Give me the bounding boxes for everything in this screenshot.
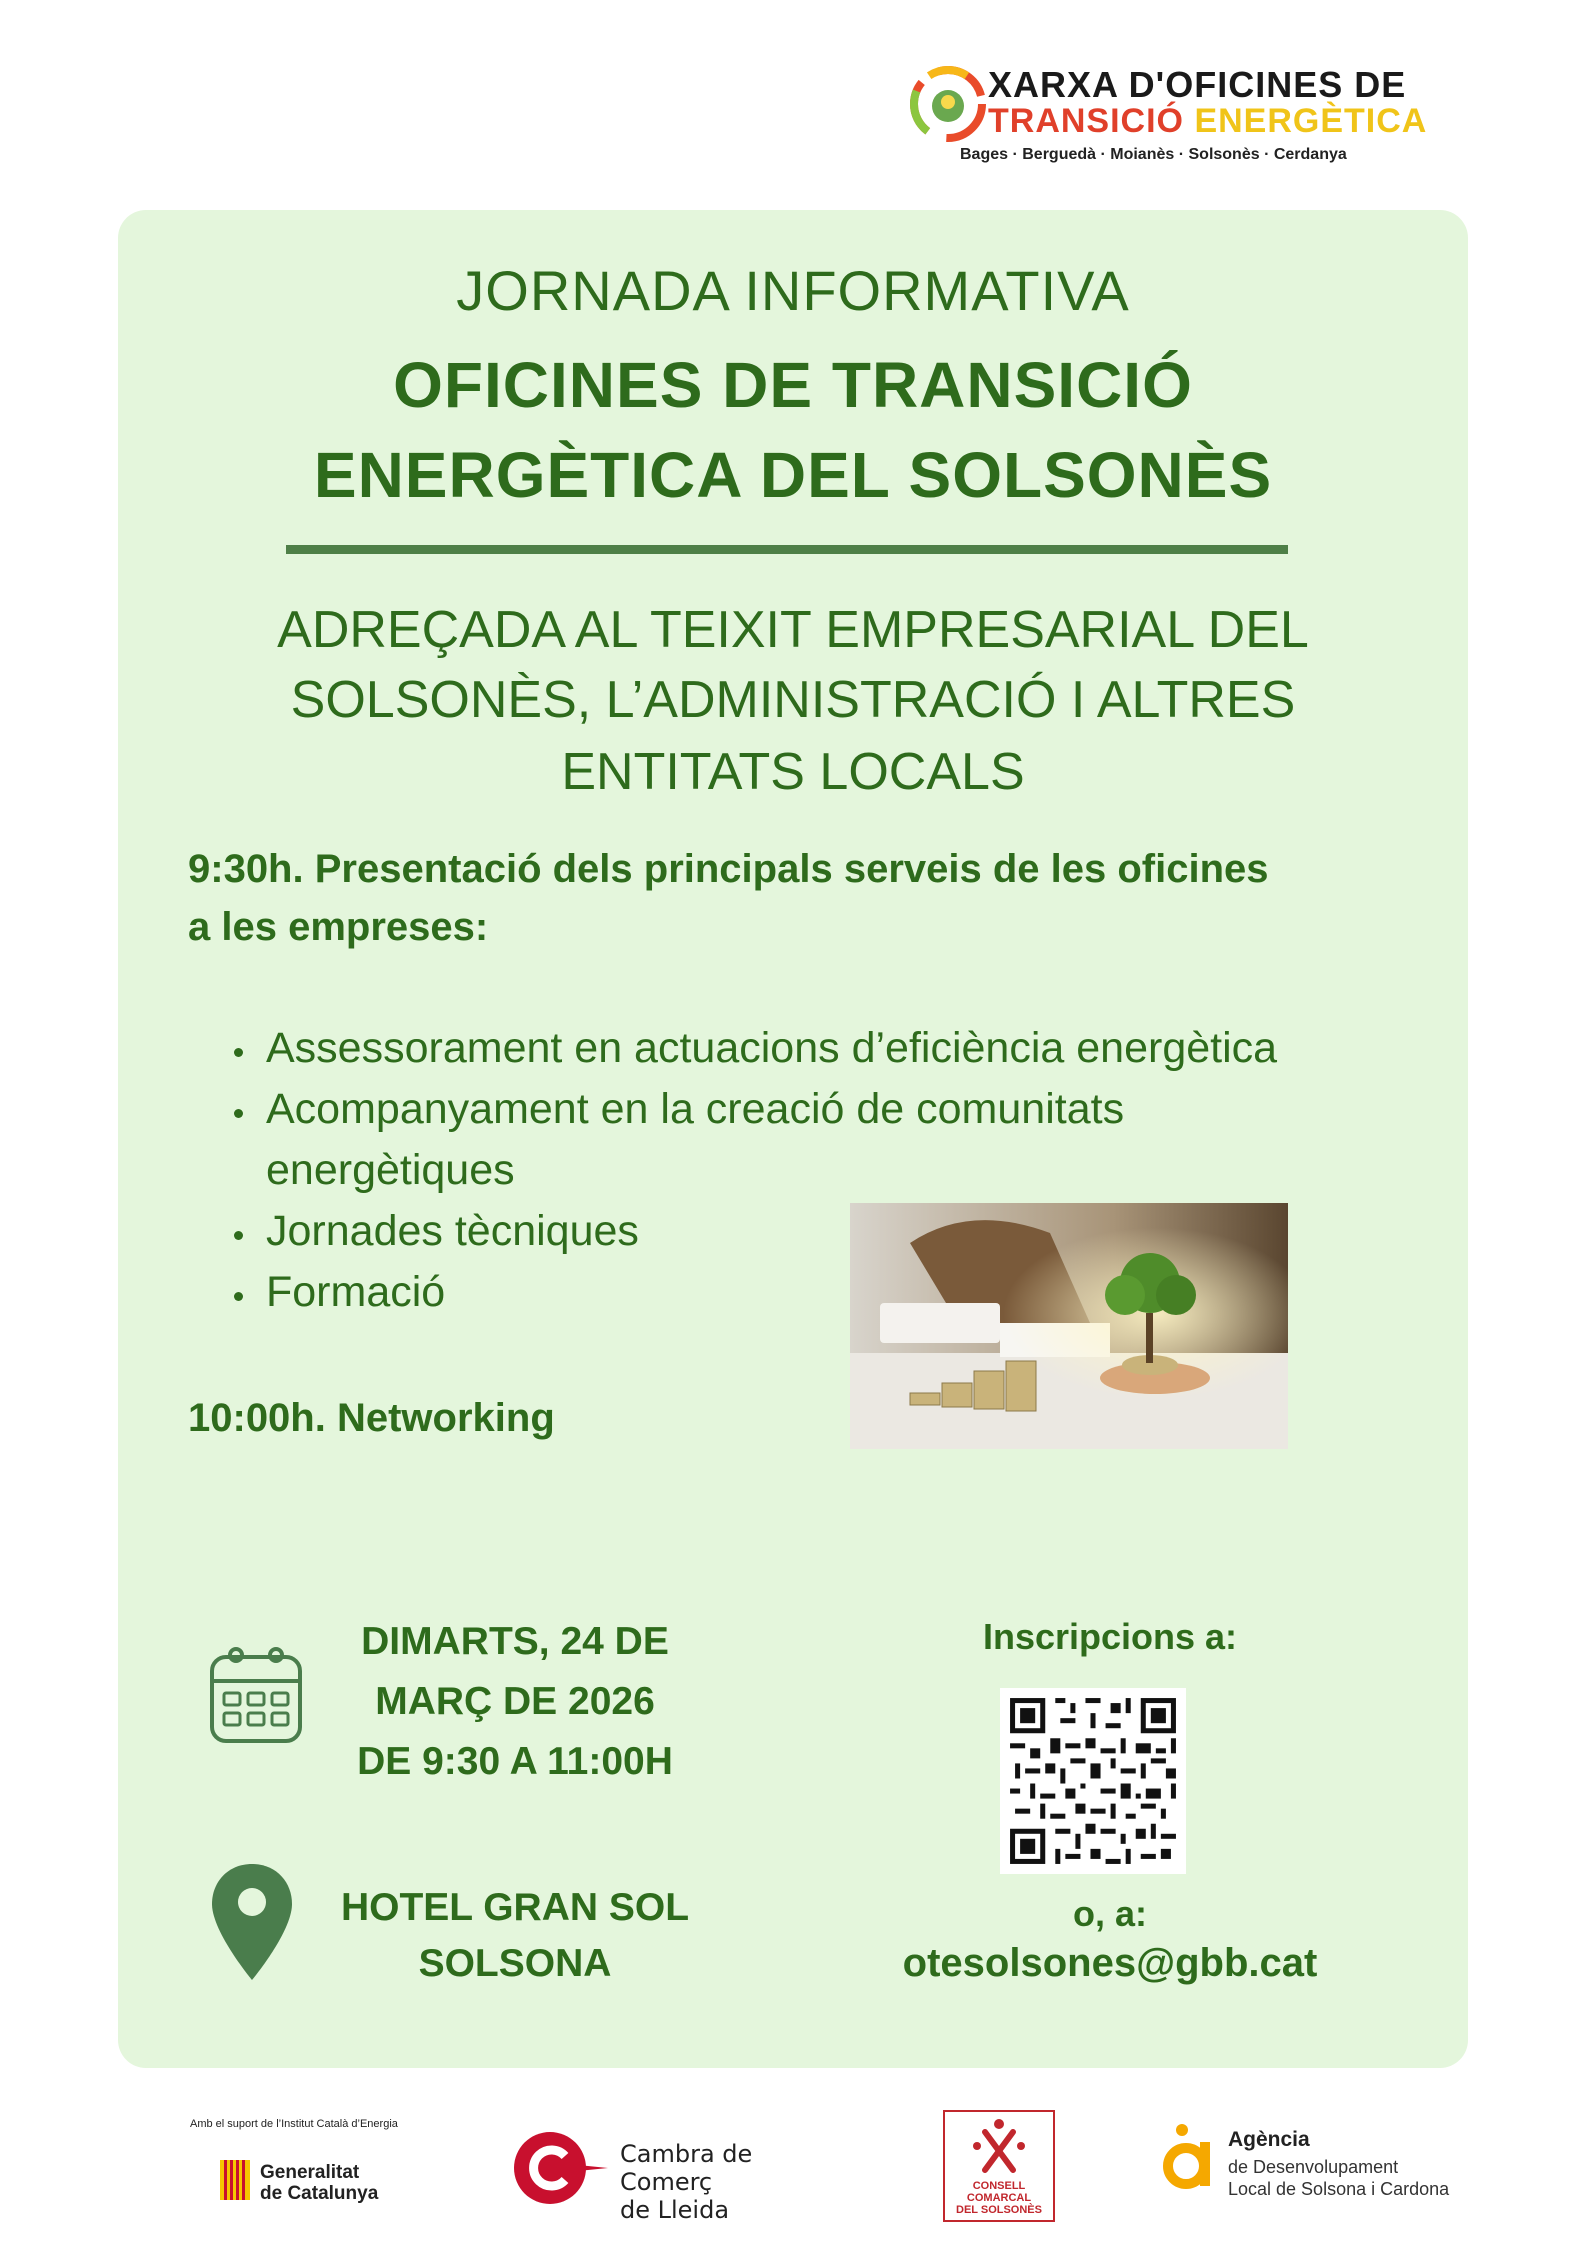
registration-qr-code[interactable] — [1000, 1688, 1186, 1874]
agencia-desenvolupament-logo — [1160, 2122, 1460, 2212]
registration-label: Inscripcions a: — [982, 1616, 1238, 1657]
support-note: Amb el suport de l’Institut Català d’Energia — [190, 2118, 398, 2130]
session-heading — [188, 840, 1438, 956]
event-title-line1: OFICINES DE TRANSICIÓ — [393, 349, 1193, 421]
service-item: Assessorament en actuacions d’eficiència energètica — [232, 1018, 1432, 1079]
network-logo — [910, 62, 1428, 172]
registration-or: o, a: — [1072, 1893, 1147, 1934]
event-time: DE 9:30 A 11:00H — [357, 1740, 673, 1783]
network-title-line2: TRANSICIÓ ENERGÈTICA — [988, 102, 1428, 140]
energy-transition-logo-icon — [910, 66, 986, 142]
audience-line2: SOLSONÈS, L’ADMINISTRACIÓ I ALTRES — [290, 671, 1296, 729]
event-title-line2: ENERGÈTICA DEL SOLSONÈS — [313, 439, 1273, 511]
event-location-line2: SOLSONA — [418, 1942, 612, 1985]
service-item: Formació — [232, 1262, 1432, 1323]
consell-emblem-icon — [945, 2112, 1053, 2182]
networking-time: 10:00h. Networking — [188, 1396, 555, 1440]
audience-line3: ENTITATS LOCALS — [561, 743, 1025, 801]
network-title-line1: XARXA D'OFICINES DE — [988, 64, 1407, 105]
agencia-emblem-icon — [1160, 2122, 1220, 2192]
agencia-name: Agència — [1228, 2128, 1310, 2151]
generalitat-emblem-icon — [220, 2160, 250, 2204]
service-item-continuation: energètiques — [266, 1146, 515, 1194]
event-date — [335, 1612, 695, 1792]
agencia-description: de Desenvolupament Local de Solsona i Cardona — [1228, 2157, 1450, 2199]
service-item: Acompanyament en la creació de comunitats — [232, 1079, 1432, 1140]
cambra-name: Cambra de Comerç de Lleida — [620, 2140, 753, 2224]
cambra-lleida-logo — [510, 2128, 840, 2224]
audience-line1: ADREÇADA AL TEIXIT EMPRESARIAL DEL — [277, 601, 1309, 659]
coins-and-tree-photo — [850, 1203, 1288, 1449]
event-date-line2: MARÇ DE 2026 — [375, 1680, 655, 1723]
calendar-icon — [208, 1645, 304, 1745]
event-location — [330, 1880, 700, 1992]
session-heading-line1: 9:30h. Presentació dels principals serveis de les oficines — [188, 847, 1269, 891]
location-pin-icon — [210, 1862, 294, 1982]
generalitat-logo — [220, 2160, 390, 2208]
network-regions: Bages · Berguedà · Moianès · Solsonès · Cerdanya — [960, 146, 1347, 163]
session-heading-line2: a les empreses: — [188, 905, 489, 949]
cambra-emblem-icon — [510, 2128, 610, 2208]
service-item: Jornades tècniques — [232, 1201, 1432, 1262]
consell-name: CONSELL COMARCAL DEL SOLSONÈS — [956, 2180, 1042, 2216]
generalitat-name: Generalitat de Catalunya — [260, 2162, 379, 2204]
event-eyebrow: JORNADA INFORMATIVA — [456, 259, 1130, 322]
consell-comarcal-logo — [943, 2110, 1055, 2222]
title-divider — [286, 545, 1288, 554]
event-date-line1: DIMARTS, 24 DE — [361, 1620, 669, 1663]
registration-email[interactable]: otesolsones@gbb.cat — [902, 1941, 1318, 1985]
event-location-line1: HOTEL GRAN SOL — [340, 1886, 690, 1929]
